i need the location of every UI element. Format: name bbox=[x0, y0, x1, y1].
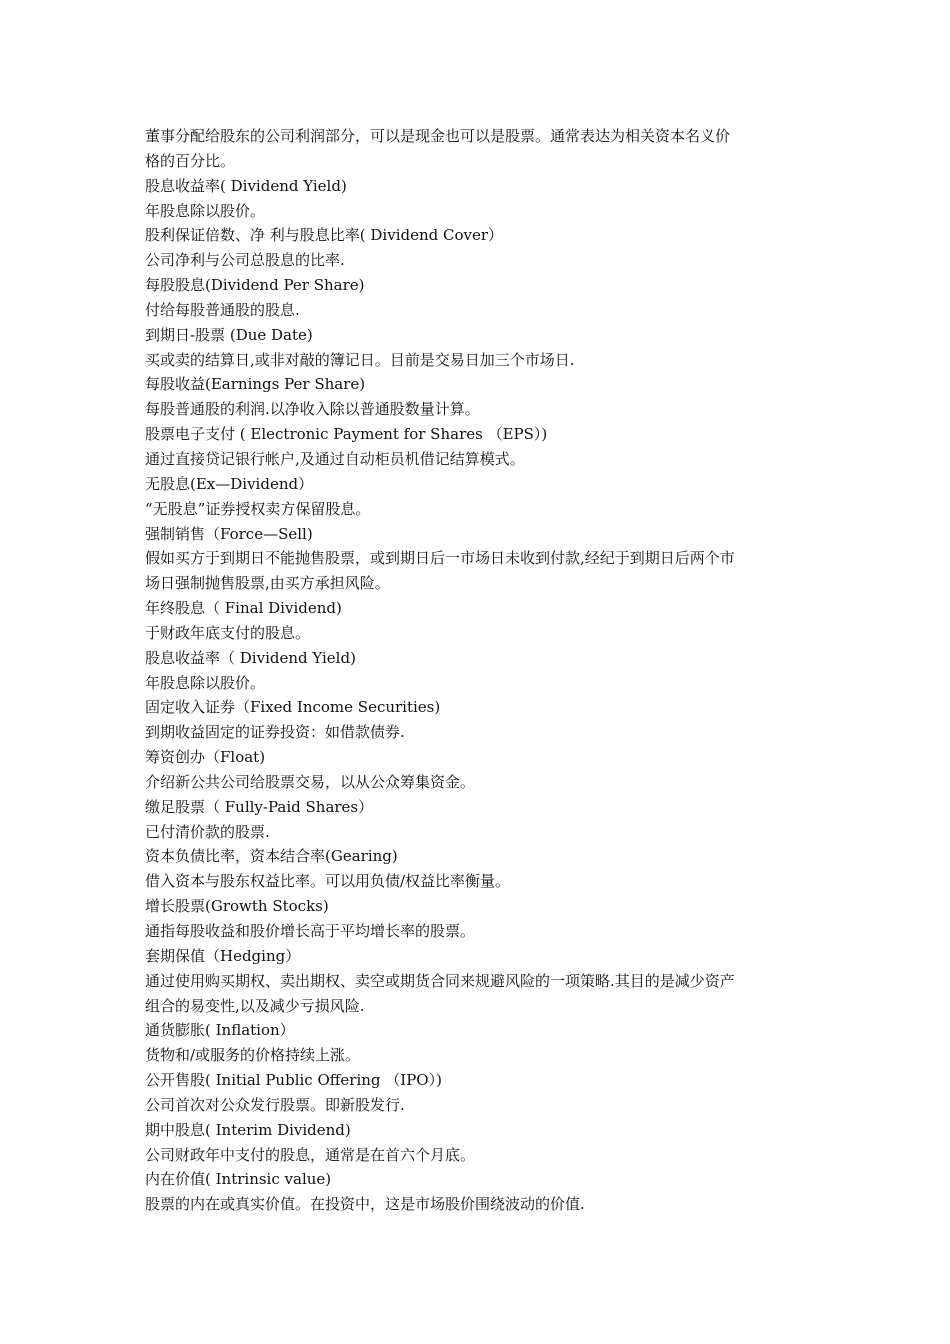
text-line: 增长股票(Growth Stocks) bbox=[145, 897, 329, 916]
text-line: 期中股息( Interim Dividend) bbox=[145, 1120, 351, 1139]
text-line: 股息收益率（ Dividend Yield) bbox=[145, 648, 356, 667]
text-line: 通货膨胀( Inflation） bbox=[145, 1021, 295, 1040]
text-line: 公开售股( Initial Public Offering （IPO）) bbox=[145, 1071, 442, 1090]
text-line: 格的百分比。 bbox=[145, 151, 236, 170]
text-line: 买或卖的结算日,或非对敲的簿记日。目前是交易日加三个市场日. bbox=[145, 350, 575, 369]
text-line: 于财政年底支付的股息。 bbox=[145, 623, 311, 642]
text-line: 公司首次对公众发行股票。即新股发行. bbox=[145, 1095, 405, 1114]
text-line: 公司财政年中支付的股息，通常是在首六个月底。 bbox=[145, 1145, 476, 1164]
text-line: 已付清价款的股票. bbox=[145, 822, 270, 841]
text-line: 年股息除以股价。 bbox=[145, 673, 266, 692]
text-line: 每股收益(Earnings Per Share) bbox=[145, 375, 366, 394]
text-line: 介绍新公共公司给股票交易，以从公众筹集资金。 bbox=[145, 772, 476, 791]
text-line: 强制销售（Force—Sell) bbox=[145, 524, 313, 543]
text-line: 固定收入证券（Fixed Income Securities) bbox=[145, 698, 441, 717]
text-line: 每股普通股的利润.以净收入除以普通股数量计算。 bbox=[145, 400, 480, 419]
glossary-text bbox=[145, 124, 810, 1217]
text-line: 到期日-股票 (Due Date) bbox=[145, 325, 313, 344]
text-line: 筹资创办（Float) bbox=[145, 748, 266, 767]
text-line: 通指每股收益和股价增长高于平均增长率的股票。 bbox=[145, 922, 476, 940]
text-line: 借入资本与股东权益比率。可以用负债/权益比率衡量。 bbox=[145, 872, 511, 891]
text-line: 年终股息（ Final Dividend) bbox=[145, 599, 342, 618]
text-line: 到期收益固定的证券投资：如借款债券. bbox=[145, 723, 405, 742]
text-line: 股票电子支付 ( Electronic Payment for Shares （EPS）) bbox=[145, 425, 548, 444]
text-line: 假如买方于到期日不能抛售股票，或到期日后一市场日未收到付款,经纪于到期日后两个市 bbox=[145, 549, 735, 568]
text-line: 无股息(Ex—Dividend） bbox=[145, 474, 314, 493]
text-line: 每股股息(Dividend Per Share) bbox=[145, 276, 365, 295]
text-line: “无股息”证券授权卖方保留股息。 bbox=[145, 499, 371, 518]
text-line: 缴足股票（ Fully-Paid Shares） bbox=[145, 797, 374, 816]
text-line: 股票的内在或真实价值。在投资中，这是市场股价围绕波动的价值. bbox=[145, 1195, 585, 1214]
text-line: 公司净利与公司总股息的比率. bbox=[145, 251, 345, 270]
text-line: 年股息除以股价。 bbox=[145, 201, 266, 220]
text-line: 股息收益率( Dividend Yield) bbox=[145, 176, 347, 195]
text-line: 组合的易变性,以及减少亏损风险. bbox=[145, 996, 365, 1015]
text-line: 董事分配给股东的公司利润部分，可以是现金也可以是股票。通常表达为相关资本名义价 bbox=[145, 127, 731, 145]
text-line: 资本负债比率，资本结合率(Gearing) bbox=[145, 847, 398, 866]
text-line: 付给每股普通股的股息. bbox=[145, 300, 300, 319]
text-line: 通过使用购买期权、卖出期权、卖空或期货合同来规避风险的一项策略.其目的是减少资产 bbox=[145, 971, 735, 990]
text-line: 股利保证倍数、净 利与股息比率( Dividend Cover） bbox=[145, 226, 504, 245]
text-line: 通过直接贷记银行帐户,及通过自动柜员机借记结算模式。 bbox=[145, 449, 525, 468]
text-line: 场日强制抛售股票,由买方承担风险。 bbox=[145, 574, 390, 593]
text-line: 内在价值( Intrinsic value) bbox=[145, 1170, 332, 1189]
text-line: 货物和/或服务的价格持续上涨。 bbox=[145, 1046, 361, 1065]
text-line: 套期保值（Hedging） bbox=[145, 946, 301, 965]
